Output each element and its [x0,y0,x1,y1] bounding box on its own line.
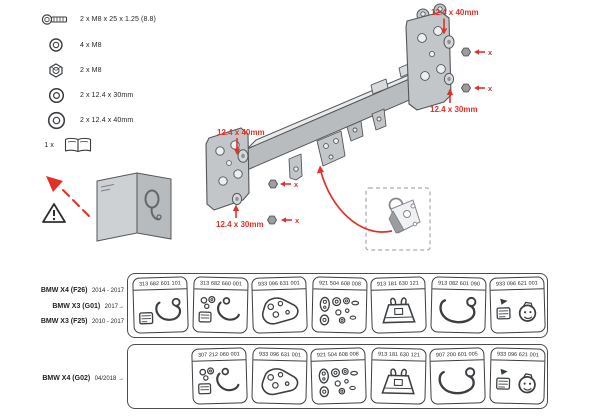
hardware-item-washers-40 [40,111,133,129]
part-sticker [251,276,308,334]
discard-mark: x [295,216,300,225]
part-number: 933 096 621 001 [490,277,543,290]
part-sticker [430,276,486,333]
template-note [43,173,171,241]
part-sticker [370,347,426,404]
washer-left-top [238,150,248,162]
sticker-art [434,362,482,400]
part-sticker [192,276,248,333]
warning-icon [43,204,65,222]
part-number: 933 096 631 001 [253,348,306,361]
hardware-label: 2 x M8 [80,66,102,74]
sticker-art [256,291,304,329]
washer-30-icon [40,87,72,104]
washer-40-icon [40,111,72,130]
washer-size-label: 12.4 x 30mm [216,220,264,229]
sticker-art [196,291,244,329]
part-number: 913 082 601 090 [432,277,485,290]
flat-washer-icon [40,37,72,53]
part-sticker [311,276,367,333]
fixing-template-card [97,173,171,241]
part-sticker [310,347,367,405]
part-number: 313 682 660 001 [194,277,247,290]
hardware-item-washers-30 [40,86,133,104]
part-number: 921 504 608 008 [311,348,364,361]
part-number: 313 682 601 101 [133,277,186,290]
vehicle-model: BMW X3 (G01) 2017→ [52,302,124,310]
sticker-art [315,291,363,329]
part-sticker [132,276,189,334]
hardware-label: 2 x 12.4 x 40mm [80,116,134,124]
sticker-art [493,362,541,400]
hardware-label: 1 x [44,141,54,149]
part-sticker [489,347,545,404]
vehicle-model: BMW X4 (G02) 04/2018 → [42,375,124,382]
hardware-item-nuts [40,61,102,79]
hardware-item-bolts [40,10,156,28]
bolt-icon [40,13,72,26]
vehicle-model: BMW X3 (F25) 2010 - 2017 [40,318,124,325]
sticker-art [315,362,363,400]
part-sticker [191,347,248,405]
part-sticker [251,347,307,404]
sticker-art [494,291,542,329]
part-number: 307 212 060 001 [192,348,245,361]
discard-mark: x [294,180,299,189]
part-sticker [429,347,486,405]
discard-mark: x [488,84,493,93]
left-end-plate [206,128,249,210]
washer-size-label: 12.4 x 40mm [217,128,265,137]
washer-right-bottom [444,73,453,84]
vehicle-list-row-1 [12,282,124,329]
hardware-label: 2 x M8 x 25 x 1.25 (8.8) [80,15,156,23]
red-arrow-trail [63,190,89,216]
washer-right-top [444,36,454,48]
hardware-label: 4 x M8 [80,41,102,49]
washer-size-label: 12.4 x 30mm [430,105,478,114]
sticker-art [375,291,423,329]
hardware-label: 2 x 12.4 x 30mm [80,91,134,99]
part-number: 933 096 631 001 [252,277,305,290]
washer-left-bottom [232,193,241,204]
part-number: 933 096 621 001 [491,348,544,361]
detail-inset [366,188,430,250]
part-number: 913 181 630 121 [372,348,425,361]
part-number: 921 504 608 008 [313,277,366,290]
sticker-art [196,362,244,400]
sticker-art [434,291,482,329]
hex-nut-icon [40,63,72,78]
hardware-item-manual [40,136,94,154]
vehicle-model: BMW X4 (F26) 2014 - 2017 [40,287,124,294]
discard-mark: x [488,48,493,57]
part-sticker [370,276,427,334]
part-sticker [489,276,546,334]
sticker-strip-row-2 [127,344,548,409]
red-arrow-icon [46,176,63,192]
part-number: 913 181 630 121 [371,277,424,290]
sticker-strip-row-1 [127,273,548,338]
vehicle-list-row-2 [12,370,124,386]
sticker-art [137,291,185,329]
washer-size-label: 12.4 x 40mm [431,8,479,17]
sticker-art [255,362,303,400]
hardware-item-washers-m8 [40,36,102,54]
part-number: 907 200 601 005 [430,348,483,361]
sticker-art [374,362,422,400]
manual-icon [62,137,94,154]
